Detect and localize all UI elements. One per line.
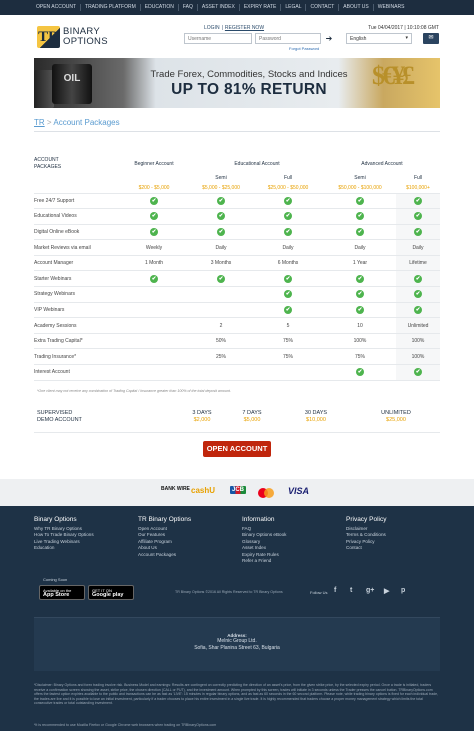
coming-soon-label: Coming Soon [43,577,68,582]
password-input[interactable] [255,33,321,44]
demo-days: 30 DAYS [304,410,328,416]
feature-value: 75% [252,349,324,365]
packages-body [34,193,440,380]
price-adv-full: $100,000+ [396,183,440,193]
package-row [34,302,440,318]
feature-cell [190,271,252,287]
footer-link[interactable]: Why TR Binary Options [34,526,82,531]
logo-line-1: BINARY [63,26,100,37]
feature-value: Daily [190,240,252,256]
package-row [34,224,440,240]
footer-col-privacy-policy [346,516,386,552]
feature-cell [324,271,396,287]
feature-value: 100% [396,349,440,365]
oil-barrel-image: OIL [52,64,92,104]
check-icon: ✔ [357,213,363,220]
check-icon: ✔ [285,213,291,220]
check-icon: ✔ [357,306,363,313]
bank-wire-logo: BANK WIRE [161,486,190,492]
banner-subtitle: Trade Forex, Commodities, Stocks and Indices [150,69,348,80]
nav-webinars[interactable]: WEBINARS [377,4,405,10]
footer-link[interactable]: Our Features [138,532,166,538]
feature-label: Academy Sessions [34,318,118,334]
nav-trading-platform[interactable]: TRADING PLATFORM [81,4,141,11]
check-icon: ✔ [151,197,157,204]
feature-value [118,302,190,318]
feature-cell [190,224,252,240]
risk-disclaimer: *Disclaimer: Binary Options and forex trading involve risk. Business Model and earnings: Results are contingent on correctly predicting the direction of an asset's price, from the given strike price, by the selected expiry period. Once a trade is initiated, traders receive a confirmation screen showing the asset, strike price, the chosen direction (CALL or PUT), and the investment amount. When prompted by this screen, trades will initiate in 3 seconds unless the Trader presses the cancel button. TRBinaryOptions.com offers the fastest option expiries available to the public and transactions can be as fast as 'LIVE': 15 minutes in regular binary options, and as fast as 60 seconds in the 60 second platform. Please note, while trading binary options is fixed for each individual trade, the trades are live and it is possible to lose an initial investment, particularly if a trader chooses to place his entire investment in a single live trade. It is highly recommended that traders choose a proper money management strategy which limits the total consecutive trades or total outstanding investment. [34,683,439,706]
feature-cell [252,287,324,303]
feature-cell [252,302,324,318]
site-logo[interactable] [37,26,108,48]
feature-cell [324,224,396,240]
check-icon: ✔ [285,291,291,298]
feature-value: Lifetime [396,255,440,271]
feature-value: 2 [190,318,252,334]
feature-value: 25% [190,349,252,365]
twitter-icon[interactable]: t [350,587,353,594]
feature-cell [324,209,396,225]
group-educational: Educational Account [234,161,280,167]
supervised-line-2: DEMO ACCOUNT [37,417,82,423]
demo-price: $25,000 [386,417,406,423]
check-icon: ✔ [218,275,224,282]
feature-value [190,287,252,303]
footer-link[interactable]: Binary Options eBook [242,532,287,538]
supervised-line-1: SUPERVISED [37,410,73,416]
date-display: Tue 04/04/2017 | 10:10:08 GMT [368,25,439,31]
check-icon: ✔ [415,369,421,376]
subcol-adv-semi: Semi [354,175,366,181]
feature-value [190,365,252,381]
mastercard-logo [257,488,275,498]
breadcrumb-current: Account Packages [53,118,120,127]
nav-contact[interactable]: CONTACT [306,4,339,11]
demo-price: $5,000 [243,417,261,423]
appstore-big: App Store [43,592,70,598]
cashu-logo: cashU [191,486,216,495]
package-row [34,240,440,256]
feature-value: Weekly [118,240,190,256]
footer-link[interactable]: Privacy Policy [346,538,375,544]
logo-text [63,27,108,47]
feature-cell [252,209,324,225]
address-line-1: Melnic Group Ltd. [217,638,257,644]
demo-days: 3 DAYS [192,410,212,416]
feature-value [118,349,190,365]
nav-faq[interactable]: FAQ [179,4,198,11]
open-account-button[interactable]: OPEN ACCOUNT [203,441,271,457]
oil-barrel-image [34,70,54,108]
feature-value: Daily [324,240,396,256]
check-icon: ✔ [415,291,421,298]
nav-legal[interactable]: LEGAL [281,4,306,11]
facebook-icon[interactable]: f [334,587,337,594]
demo-7-days [230,410,274,424]
auth-links: LOGIN | REGISTER NOW [204,25,265,31]
app-store-button[interactable] [39,585,85,600]
check-icon: ✔ [151,275,157,282]
pinterest-icon[interactable]: p [401,587,406,594]
feature-cell [252,224,324,240]
package-row [34,318,440,334]
feature-label: Trading Insurance* [34,349,118,365]
footer-link[interactable]: About Us [138,545,157,551]
feature-value: 100% [396,333,440,349]
feature-label: Digital Online eBook [34,224,118,240]
supervised-demo-label [37,410,82,424]
youtube-icon[interactable]: ▶ [384,588,390,595]
feature-label: Strategy Webinars [34,287,118,303]
footer-link[interactable]: Education [34,545,55,551]
feature-cell [190,209,252,225]
price-empty [34,183,118,193]
footer-col-title: Information [242,516,275,523]
banner-headline: UP TO 81% RETURN [171,81,327,98]
forgot-password-link[interactable]: Forgot Password [289,46,320,51]
footer-col-information [242,516,286,564]
gplay-small: GET IT ON [92,588,112,593]
check-icon: ✔ [357,369,363,376]
language-select[interactable] [346,33,412,44]
browser-recommendation: *It is recommended to use Mozilla Firefox or Google Chrome web browsers when trading on TRBinaryOptions.com [34,723,217,727]
feature-cell [118,271,190,287]
feature-value [190,302,252,318]
check-icon: ✔ [415,213,421,220]
logo-line-2: OPTIONS [63,36,108,47]
feature-cell [324,287,396,303]
footer-col-title: Binary Options [34,516,77,523]
subcol-beginner [118,173,190,183]
footer-link[interactable]: Asset Index [242,545,267,551]
google-play-button[interactable] [88,585,134,600]
footer-col-tr-binary-options [138,516,191,558]
google-plus-icon[interactable]: g+ [366,587,375,594]
chevron-down-icon: ▾ [405,35,408,41]
feature-value: 75% [324,349,396,365]
check-icon: ✔ [357,275,363,282]
address-line-2: Sofia, Shar Planina Street 63, Bulgaria [194,645,280,651]
demo-price: $10,000 [306,417,326,423]
feature-cell [396,302,440,318]
feature-value [252,365,324,381]
check-icon: ✔ [415,275,421,282]
feature-cell [396,193,440,209]
price-edu-full: $25,000 - $50,000 [252,183,324,193]
feature-value [118,365,190,381]
demo-price: $2,000 [193,417,211,423]
feature-value: 6 Months [252,255,324,271]
package-row [34,287,440,303]
package-row [34,333,440,349]
package-row [34,255,440,271]
account-packages-header [34,155,118,173]
feature-value: 1 Year [324,255,396,271]
check-icon: ✔ [285,275,291,282]
check-icon: ✔ [357,197,363,204]
price-adv-semi: $50,000 - $100,000 [324,183,396,193]
feature-value: Daily [396,240,440,256]
feature-value [118,333,190,349]
footer-link[interactable]: Live Trading Webinars [34,538,80,544]
feature-value: 1 Month [118,255,190,271]
check-icon: ✔ [357,228,363,235]
check-icon: ✔ [218,197,224,204]
feature-value: 75% [252,333,324,349]
feature-value: 50% [190,333,252,349]
feature-value: Unlimited [396,318,440,334]
promo-banner[interactable] [34,58,440,108]
feature-cell [190,193,252,209]
demo-days: UNLIMITED [381,410,411,416]
footer-link[interactable]: Contact [346,545,362,551]
feature-value: 5 [252,318,324,334]
group-beginner: Beginner Account [134,161,174,167]
footer-col-title: Privacy Policy [346,516,387,523]
feature-value [118,287,190,303]
demo-3-days [180,410,224,424]
address-box [34,617,440,671]
breadcrumb-separator: > [46,118,52,127]
address-title: Address: [227,633,247,638]
package-row [34,349,440,365]
footer-link[interactable]: Affiliate Program [138,538,172,544]
feature-cell [324,193,396,209]
check-icon: ✔ [285,306,291,313]
price-beginner: $200 - $5,000 [118,183,190,193]
nav-education[interactable]: EDUCATION [141,4,179,11]
footer-link[interactable]: Open Account [138,526,167,531]
package-row [34,271,440,287]
feature-value: 10 [324,318,396,334]
check-icon: ✔ [357,291,363,298]
chat-icon[interactable]: ✉ [423,33,439,44]
feature-cell [396,209,440,225]
footer-col-binary-options [34,516,94,552]
top-nav [0,0,474,15]
nav-asset-index[interactable]: ASSET INDEX [198,4,240,11]
feature-cell [118,193,190,209]
breadcrumb-home[interactable]: TR [34,118,45,127]
footer-link[interactable]: Account Packages [138,551,177,557]
check-icon: ✔ [415,228,421,235]
feature-label: Account Manager [34,255,118,271]
group-advanced: Advanced Account [361,161,403,167]
footer-link[interactable]: How To Trade Binary Options [34,532,94,538]
feature-value: 3 Months [190,255,252,271]
subcol-edu-full: Full [283,175,293,181]
check-icon: ✔ [151,213,157,220]
feature-cell [324,302,396,318]
check-icon: ✔ [415,306,421,313]
feature-cell [252,193,324,209]
subcol-empty [34,173,118,183]
language-value: English [350,36,367,42]
nav-open-account[interactable]: OPEN ACCOUNT [32,4,81,11]
copyright: TR Binary Options ©2016 All Rights Reserved to TR Binary Options [175,590,283,594]
jcb-logo: JCB [232,487,245,493]
subcol-edu-semi: Semi [215,175,227,181]
package-row [34,193,440,209]
account-packages-label: ACCOUNT PACKAGES [34,157,62,170]
logo-mark: TR [37,26,60,48]
footer-col-title: TR Binary Options [138,516,192,523]
table-footnote: *One client may not receive any combination of Trading Capital / Insurance greater than 100% of the total deposit amount. [37,389,231,393]
check-icon: ✔ [415,197,421,204]
feature-value [118,318,190,334]
footer-link[interactable]: FAQ [242,526,252,531]
divider [34,432,440,433]
feature-label: Market Reviews via email [34,240,118,256]
subcol-adv-full: Full [413,175,423,181]
demo-unlimited [368,410,424,424]
gplay-big: Google play [92,592,124,598]
follow-us-label: Follow Us [310,590,328,595]
divider [34,131,440,132]
check-icon: ✔ [218,213,224,220]
demo-30-days [294,410,338,424]
packages-table [34,155,440,381]
price-edu-semi: $5,000 - $25,000 [190,183,252,193]
feature-cell [118,224,190,240]
feature-cell [396,287,440,303]
feature-label: Educational Videos [34,209,118,225]
visa-logo: VISA [288,486,310,496]
feature-label: Interest Account [34,365,118,381]
footer-link[interactable]: Terms & Conditions [346,532,386,538]
feature-cell [396,365,440,381]
feature-cell [396,271,440,287]
package-row [34,209,440,225]
username-input[interactable] [184,33,252,44]
footer-link[interactable]: Refer a Friend [242,558,272,564]
demo-days: 7 DAYS [242,410,262,416]
breadcrumb [34,118,120,127]
feature-cell [324,365,396,381]
feature-label: Extra Trading Capital* [34,333,118,349]
footer-link[interactable]: Disclaimer [346,526,368,531]
login-link[interactable]: LOGIN [204,25,220,31]
feature-cell [118,209,190,225]
login-arrow-icon[interactable]: ➔ [325,34,333,43]
footer-link[interactable]: Glossary [242,538,261,544]
check-icon: ✔ [218,228,224,235]
currency-symbols-image: $€¥£ [372,61,412,90]
package-row [34,365,440,381]
feature-label: VIP Webinars [34,302,118,318]
feature-value: 100% [324,333,396,349]
feature-label: Starter Webinars [34,271,118,287]
feature-cell [396,224,440,240]
check-icon: ✔ [285,228,291,235]
check-icon: ✔ [151,228,157,235]
feature-cell [252,271,324,287]
footer-link[interactable]: Expiry Rate Rules [242,551,279,557]
nav-expiry-rate[interactable]: EXPIRY RATE [240,4,282,11]
nav-about-us[interactable]: ABOUT US [339,4,373,11]
feature-value: Daily [252,240,324,256]
appstore-small: Available on the [43,588,72,593]
feature-label: Free 24/7 Support [34,193,118,209]
check-icon: ✔ [285,197,291,204]
register-link[interactable]: REGISTER NOW [224,25,265,31]
